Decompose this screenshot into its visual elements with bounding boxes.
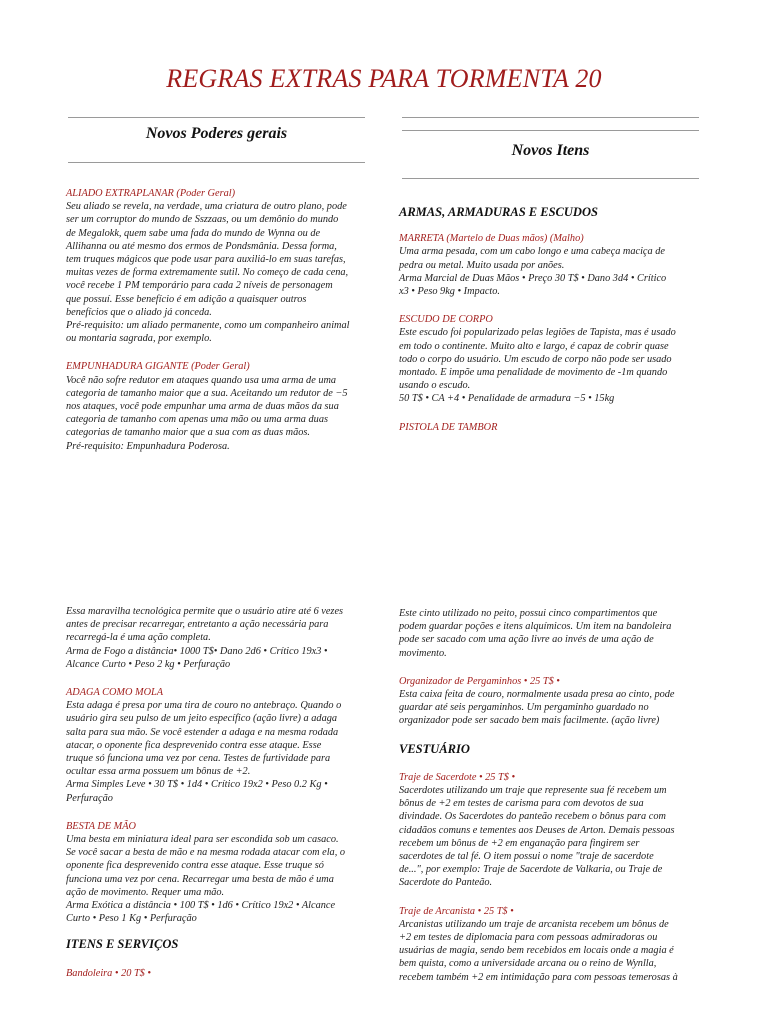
- text-line: Allihanna ou até mesmo dos ermos de Pondsmânia. Dessa forma,: [66, 240, 337, 252]
- text-line: oponente fica desprevenido contra esse ataque. Esse truque só: [66, 860, 324, 872]
- divider: [402, 117, 699, 118]
- empunhadura-title: EMPUNHADURA GIGANTE (Poder Geral): [66, 361, 250, 373]
- text-line: movimento.: [399, 647, 447, 659]
- text-line: muitas vezes de forma extremamente sutil. No começo de cada cena,: [66, 267, 349, 279]
- text-line: de...", por exemplo: Traje de Sacerdote de Valkaria, ou Traje de: [399, 864, 663, 876]
- text-line: usuárias de magia, sendo bem recebidos em locais onde a magia é: [399, 945, 674, 957]
- divider: [402, 130, 699, 131]
- empunhadura-body: [66, 374, 376, 453]
- pistola-title: PISTOLA DE TAMBOR: [399, 421, 498, 433]
- text-line: ação de movimento. Requer uma mão.: [66, 886, 225, 898]
- text-line: Uma arma pesada, com um cabo longo e uma cabeça maciça de: [399, 246, 665, 258]
- text-line: Esta adaga é presa por uma tira de couro no antebraço. Quando o: [66, 700, 342, 712]
- bandoleira-title: Bandoleira • 20 T$ •: [66, 967, 152, 979]
- text-line: pode ser sacado com uma ação livre ao invés de uma ação de: [399, 634, 654, 646]
- text-line: bem quista, como a universidade arcana ou o reino de Wynlla,: [399, 958, 657, 970]
- text-line: Pré-requisito: Empunhadura Poderosa.: [66, 440, 230, 452]
- text-line: 50 T$ • CA +4 • Penalidade de armadura −5 • 15kg: [399, 393, 615, 405]
- text-line: pedra ou metal. Muito usada por anões.: [399, 259, 565, 271]
- text-line: podem guardar poções e itens alquímicos. Um item na bandoleira: [399, 621, 672, 633]
- text-line: truque só funciona uma vez por cena. Testes de furtividade para: [66, 753, 331, 765]
- text-line: Arma Exótica a distância • 100 T$ • 1d6 • Crítico 19x2 • Alcance: [66, 900, 336, 912]
- text-line: funciona uma vez por cena. Recarregar uma besta de mão é uma: [66, 873, 334, 885]
- text-line: Perfuração: [66, 792, 113, 804]
- text-line: x3 • Peso 9kg • Impacto.: [399, 286, 500, 298]
- marreta-title: MARRETA (Martelo de Duas mãos) (Malho): [399, 233, 584, 245]
- text-line: divindade. Os Sacerdotes do panteão recebem o bônus para com: [399, 811, 666, 823]
- text-line: ser um corruptor do mundo de Sszzaas, ou um demônio do mundo: [66, 214, 339, 226]
- organizador-title: Organizador de Pergaminhos • 25 T$ •: [399, 675, 560, 687]
- text-line: Arcanistas utilizando um traje de arcanista recebem um bônus de: [399, 918, 669, 930]
- text-line: benefícios que o aliado já conceda.: [66, 306, 212, 318]
- text-line: em todo o continente. Muito alto e largo, é capaz de cobrir quase: [399, 340, 669, 352]
- vestuario-heading: VESTUÁRIO: [399, 741, 470, 756]
- divider: [68, 162, 365, 163]
- bottom-left-column: [66, 605, 376, 980]
- text-line: Uma besta em miniatura ideal para ser escondida sob um casaco.: [66, 834, 339, 846]
- text-line: recebem também +2 em intimidação para com pessoas temerosas à: [399, 971, 678, 983]
- text-line: você recebe 1 PM temporário para cada 2 níveis de personagem: [66, 280, 333, 292]
- text-line: de Megalokk, quem sabe uma fada do mundo de Wynna ou de: [66, 227, 321, 239]
- adaga-title: ADAGA COMO MOLA: [66, 687, 164, 699]
- arcanista-title: Traje de Arcanista • 25 T$ •: [399, 905, 514, 917]
- text-line: bônus de +2 em testes de carisma para com devotos de sua: [399, 798, 644, 810]
- text-line: ou montaria sagrada, por exemplo.: [66, 333, 212, 345]
- text-line: recarregá-la é uma ação completa.: [66, 632, 211, 644]
- text-line: Pré-requisito: um aliado permanente, como um companheiro animal: [66, 320, 350, 332]
- text-line: Arma Marcial de Duas Mãos • Preço 30 T$ • Dano 3d4 • Crítico: [399, 272, 667, 284]
- text-line: Essa maravilha tecnológica permite que o usuário atire até 6 vezes: [66, 606, 344, 617]
- divider: [402, 178, 699, 179]
- aliado-body: [66, 200, 376, 345]
- text-line: cidadãos comuns e tementes aos Deuses de Arton. Demais pessoas: [399, 824, 675, 836]
- text-line: +2 em testes de diplomacia para com pessoas admiradoras ou: [399, 932, 658, 944]
- top-right-column: [399, 206, 709, 434]
- left-section-title: Novos Poderes gerais: [145, 125, 288, 142]
- text-line: Este escudo foi popularizado pelas legiões de Tapista, mas é usado: [399, 327, 676, 339]
- text-line: Curto • Peso 1 Kg • Perfuração: [66, 913, 197, 925]
- itens-heading: ITENS E SERVIÇOS: [66, 937, 179, 952]
- text-line: usuário gira seu pulso de um jeito específico (ação livre) a adaga: [66, 713, 338, 725]
- text-line: sacerdotes de tal fé. O item possui o nome "traje de sacerdote: [399, 851, 654, 863]
- right-section-title: Novos Itens: [511, 142, 590, 159]
- armas-heading: ARMAS, ARMADURAS E ESCUDOS: [399, 205, 598, 219]
- text-line: usando o escudo.: [399, 380, 471, 392]
- top-left-column: [66, 187, 376, 453]
- text-line: tem truques mágicos que pode usar para auxiliá-lo em suas tarefas,: [66, 254, 346, 266]
- text-line: categorias de tamanho maior que a sua com as duas mãos.: [66, 427, 310, 439]
- aliado-title: ALIADO EXTRAPLANAR (Poder Geral): [66, 188, 236, 199]
- text-line: organizador pode ser sacado bem mais facilmente. (ação livre): [399, 715, 660, 727]
- text-line: Esta caixa feita de couro, normalmente usada presa ao cinto, pode: [399, 689, 675, 701]
- text-line: atacar, o oponente fica desprevenido contra esse ataque. Esse: [66, 739, 322, 751]
- text-line: Sacerdote do Panteão.: [399, 877, 493, 889]
- escudo-title: ESCUDO DE CORPO: [399, 314, 493, 326]
- text-line: ocultar essa arma possuem um bônus de +2.: [66, 766, 251, 778]
- besta-title: BESTA DE MÃO: [66, 820, 136, 832]
- text-line: montado. E impõe uma penalidade de movimento de -1m quando: [399, 367, 668, 379]
- text-line: Você não sofre redutor em ataques quando usa uma arma de uma: [66, 374, 337, 386]
- text-line: Se você sacar a besta de mão e na mesma rodada atacar com ela, o: [66, 847, 346, 859]
- divider: [68, 117, 365, 118]
- text-line: todo o corpo do usuário. Um escudo de corpo não pode ser usado: [399, 353, 672, 365]
- text-line: salta para sua mão. Se você estender a adaga e na mesma rodada: [66, 726, 339, 738]
- page-title: REGRAS EXTRAS PARA TORMENTA 20: [166, 64, 602, 93]
- text-line: categoria de tamanho com apenas uma mão ou uma arma duas: [66, 414, 328, 426]
- text-line: recebem um bônus de +2 em enganação para fingirem ser: [399, 837, 640, 849]
- text-line: Alcance Curto • Peso 2 kg • Perfuração: [66, 658, 231, 670]
- text-line: antes de precisar recarregar, entretanto a ação necessária para: [66, 619, 329, 631]
- text-line: categoria de tamanho maior que a sua. Aceitando um redutor de −5: [66, 387, 348, 399]
- bottom-right-column: [399, 607, 709, 984]
- sacerdote-title: Traje de Sacerdote • 25 T$ •: [399, 771, 516, 783]
- text-line: Arma de Fogo a distância• 1000 T$• Dano 2d6 • Crítico 19x3 •: [66, 645, 328, 657]
- text-line: que possuí. Esse benefício é em adição a quaisquer outros: [66, 293, 307, 305]
- text-line: Este cinto utilizado no peito, possui cinco compartimentos que: [399, 608, 658, 619]
- text-line: nos ataques, você pode empunhar uma arma de duas mãos da sua: [66, 401, 339, 413]
- text-line: Seu aliado se revela, na verdade, uma criatura de outro plano, pode: [66, 201, 347, 213]
- text-line: Sacerdotes utilizando um traje que represente sua fé recebem um: [399, 785, 667, 797]
- text-line: guardar até seis pergaminhos. Um pergaminho guardado no: [399, 702, 649, 714]
- text-line: Arma Simples Leve • 30 T$ • 1d4 • Crítico 19x2 • Peso 0.2 Kg •: [66, 779, 328, 791]
